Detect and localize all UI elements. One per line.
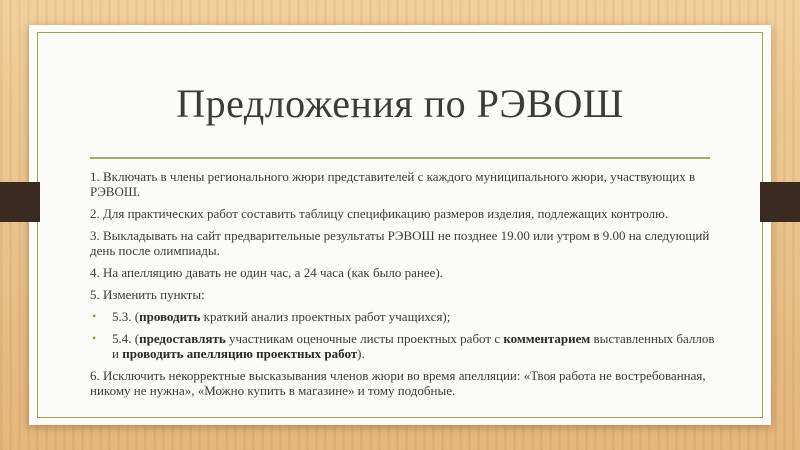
- title-underline: [90, 157, 710, 159]
- bullet-5-4-bold-comment: комментарием: [503, 331, 591, 346]
- item-2: 2. Для практических работ составить таблицу спецификацию размеров изделия, подлежащих контролю.: [90, 206, 669, 221]
- bullet-5-3-prefix: 5.3. (: [112, 309, 140, 324]
- bullet-5-3-rest: краткий анализ проектных работ учащихся);: [200, 309, 451, 324]
- bullet-marker: •: [92, 309, 97, 323]
- item-3: 3. Выкладывать на сайт предварительные результаты РЭВОШ не позднее 19.00 или утром в 9.00 на следующий день после олимпиады.: [90, 228, 710, 258]
- bullet-5-4-prefix: 5.4. (: [112, 331, 140, 346]
- bullet-marker: •: [92, 331, 97, 345]
- item-4: 4. На апелляцию давать не один час, а 24 часа (как было ранее).: [90, 265, 443, 280]
- bullet-5-4-text-2: выставленных баллов и: [112, 331, 715, 361]
- bullet-5-4: [90, 331, 715, 361]
- bullet-5-4-text-1: участникам оценочные листы проектных работ с: [225, 331, 504, 346]
- slide-title: Предложения по РЭВОШ: [176, 81, 624, 126]
- bullet-5-4-bold-provide: предоставлять: [139, 331, 226, 346]
- bullet-5-4-end: ).: [357, 346, 365, 361]
- slide-content: [90, 169, 715, 405]
- bullet-5-3: [90, 309, 715, 324]
- item-5: 5. Изменить пункты:: [90, 287, 205, 302]
- item-1: 1. Включать в члены регионального жюри представителей с каждого муниципального жюри, участвующих в РЭВОШ.: [90, 169, 696, 199]
- bullet-5-4-bold-appeal: проводить апелляцию проектных работ: [122, 346, 358, 361]
- right-edge-tab: [760, 182, 800, 222]
- bullet-5-3-bold: проводить: [139, 309, 201, 324]
- left-edge-tab: [0, 182, 40, 222]
- item-6: 6. Исключить некорректные высказывания членов жюри во время апелляции: «Твоя работа не востребованная, никому не нужна», «Можно купить в магазине» и тому подобные.: [90, 368, 706, 398]
